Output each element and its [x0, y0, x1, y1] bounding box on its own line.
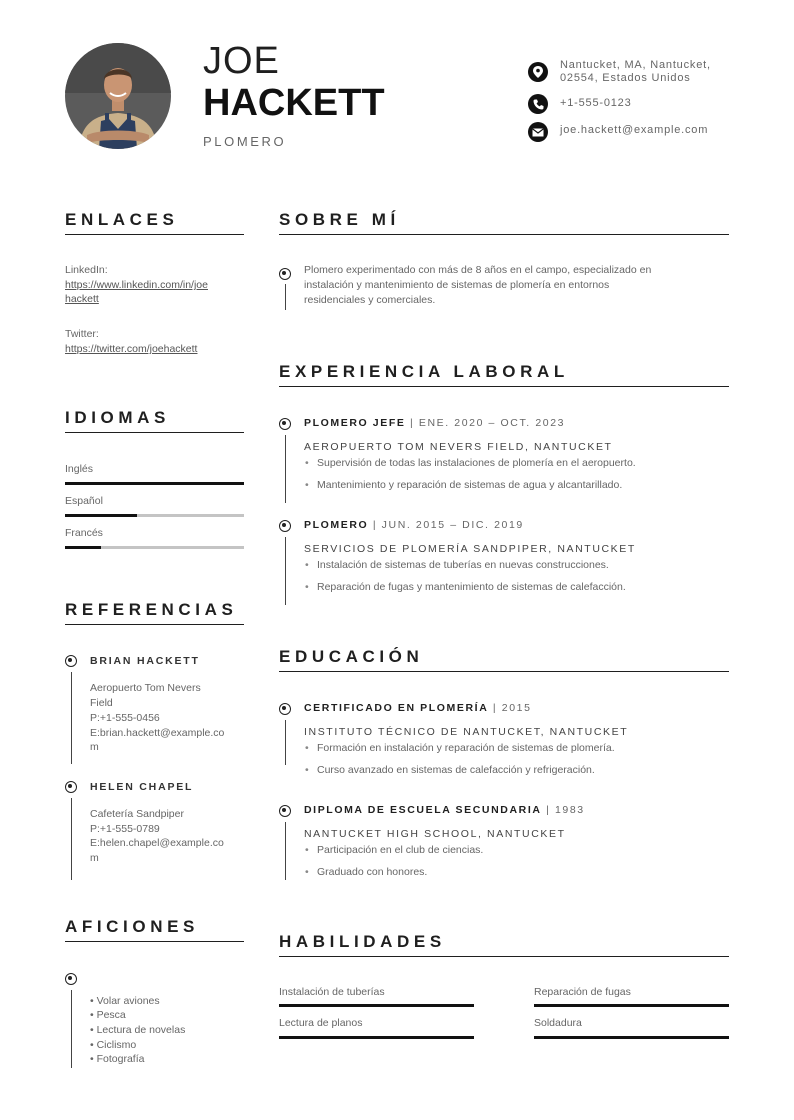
timeline-bullet-icon	[279, 520, 291, 532]
language-bar	[65, 546, 244, 549]
section-heading-references: REFERENCIAS	[65, 600, 238, 619]
timeline-bullet-icon	[279, 703, 291, 715]
twitter-link[interactable]: https://twitter.com/joehackett	[65, 343, 198, 355]
skill-label: Soldadura	[534, 1017, 582, 1029]
education-bullet: • Formación en instalación y reparación de sistemas de plomería.	[317, 742, 615, 754]
reference-phone: P:+1-555-0789	[90, 823, 160, 835]
divider	[65, 234, 244, 235]
reference-detail: Field	[90, 697, 113, 709]
about-text: residenciales y comerciales.	[304, 294, 436, 306]
divider	[279, 671, 729, 672]
about-text: instalación y mantenimiento de sistemas de plomería en entornos	[304, 279, 610, 291]
timeline-bullet-icon	[65, 655, 77, 667]
language-bar	[65, 514, 244, 517]
location-pin-icon	[528, 62, 548, 82]
phone-number[interactable]: +1-555-0123	[560, 97, 632, 109]
timeline-bullet-icon	[279, 418, 291, 430]
linkedin-label: LinkedIn:	[65, 264, 108, 276]
twitter-label: Twitter:	[65, 328, 99, 340]
education-bullet: • Participación en el club de ciencias.	[317, 844, 483, 856]
skill-bar-fill	[534, 1036, 729, 1039]
skill-bar	[279, 1036, 474, 1039]
language-label: Inglés	[65, 463, 94, 475]
skill-label: Lectura de planos	[279, 1017, 363, 1029]
job-bullet: • Instalación de sistemas de tuberías en nuevas construcciones.	[317, 559, 609, 571]
skill-bar	[279, 1004, 474, 1007]
timeline-line	[71, 990, 72, 1068]
education-bullet: • Graduado con honores.	[317, 866, 427, 878]
section-heading-about: SOBRE MÍ	[279, 210, 400, 229]
language-label: Francés	[65, 527, 103, 539]
linkedin-link[interactable]: https://www.linkedin.com/in/joe	[65, 279, 208, 291]
timeline-line	[285, 720, 286, 765]
education-bullet: • Curso avanzado en sistemas de calefacción y refrigeración.	[317, 764, 595, 776]
timeline-line	[285, 284, 286, 310]
job-bullet: • Mantenimiento y reparación de sistemas de agua y alcantarillado.	[317, 479, 622, 491]
timeline-bullet-icon	[279, 268, 291, 280]
mail-icon	[528, 122, 548, 142]
divider	[279, 386, 729, 387]
divider	[279, 234, 729, 235]
reference-detail: Aeropuerto Tom Nevers	[90, 682, 201, 694]
timeline-line	[285, 537, 286, 605]
company-name: AEROPUERTO TOM NEVERS FIELD, NANTUCKET	[304, 441, 613, 453]
language-bar-fill	[65, 546, 101, 549]
skill-bar	[534, 1004, 729, 1007]
reference-email-continued: m	[90, 741, 99, 753]
section-heading-education: EDUCACIÓN	[279, 647, 424, 666]
section-heading-links: ENLACES	[65, 210, 179, 229]
timeline-bullet-icon	[279, 805, 291, 817]
timeline-line	[71, 798, 72, 880]
education-heading: DIPLOMA DE ESCUELA SECUNDARIA | 1983	[304, 804, 585, 816]
section-heading-languages: IDIOMAS	[65, 408, 170, 427]
job-heading: PLOMERO JEFE | ENE. 2020 – OCT. 2023	[304, 417, 566, 429]
reference-phone: P:+1-555-0456	[90, 712, 160, 724]
linkedin-link-continued[interactable]: hackett	[65, 293, 99, 305]
section-heading-experience: EXPERIENCIA LABORAL	[279, 362, 569, 381]
email-address[interactable]: joe.hackett@example.com	[560, 124, 709, 136]
hobby-item: • Pesca	[90, 1009, 126, 1021]
timeline-bullet-icon	[65, 973, 77, 985]
language-label: Español	[65, 495, 103, 507]
about-text: Plomero experimentado con más de 8 años en el campo, especializado en	[304, 264, 652, 276]
divider	[279, 956, 729, 957]
school-name: INSTITUTO TÉCNICO DE NANTUCKET, NANTUCKET	[304, 726, 629, 738]
timeline-line	[285, 822, 286, 880]
last-name: HACKETT	[203, 82, 385, 124]
job-bullet: • Reparación de fugas y mantenimiento de sistemas de calefacción.	[317, 581, 626, 593]
hobby-item: • Lectura de novelas	[90, 1024, 186, 1036]
divider	[65, 624, 244, 625]
hobby-item: • Ciclismo	[90, 1039, 137, 1051]
school-name: NANTUCKET HIGH SCHOOL, NANTUCKET	[304, 828, 566, 840]
reference-email: E:brian.hackett@example.co	[90, 727, 225, 739]
timeline-line	[285, 435, 286, 503]
profile-photo	[65, 43, 171, 149]
skill-bar-fill	[279, 1004, 474, 1007]
education-heading: CERTIFICADO EN PLOMERÍA | 2015	[304, 702, 532, 714]
skill-bar-fill	[534, 1004, 729, 1007]
job-bullet: • Supervisión de todas las instalaciones de plomería en el aeropuerto.	[317, 457, 636, 469]
divider	[65, 941, 244, 942]
timeline-bullet-icon	[65, 781, 77, 793]
reference-email-continued: m	[90, 852, 99, 864]
first-name: JOE	[203, 40, 280, 82]
section-heading-skills: HABILIDADES	[279, 932, 446, 951]
section-heading-hobbies: AFICIONES	[65, 917, 199, 936]
skill-label: Instalación de tuberías	[279, 986, 385, 998]
phone-icon	[528, 94, 548, 114]
skill-bar-fill	[279, 1036, 474, 1039]
company-name: SERVICIOS DE PLOMERÍA SANDPIPER, NANTUCKET	[304, 543, 636, 555]
timeline-line	[71, 672, 72, 764]
language-bar	[65, 482, 244, 485]
reference-name: HELEN CHAPEL	[90, 781, 194, 793]
address-line-1: Nantucket, MA, Nantucket,	[560, 59, 711, 71]
hobby-item: • Fotografía	[90, 1053, 145, 1065]
skill-bar	[534, 1036, 729, 1039]
job-title: PLOMERO	[203, 134, 287, 149]
reference-name: BRIAN HACKETT	[90, 655, 200, 667]
job-heading: PLOMERO | JUN. 2015 – DIC. 2019	[304, 519, 524, 531]
language-bar-fill	[65, 514, 137, 517]
divider	[65, 432, 244, 433]
address-line-2: 02554, Estados Unidos	[560, 72, 691, 84]
skill-label: Reparación de fugas	[534, 986, 631, 998]
hobby-item: • Volar aviones	[90, 995, 160, 1007]
language-bar-fill	[65, 482, 244, 485]
reference-detail: Cafetería Sandpiper	[90, 808, 184, 820]
reference-email: E:helen.chapel@example.co	[90, 837, 224, 849]
